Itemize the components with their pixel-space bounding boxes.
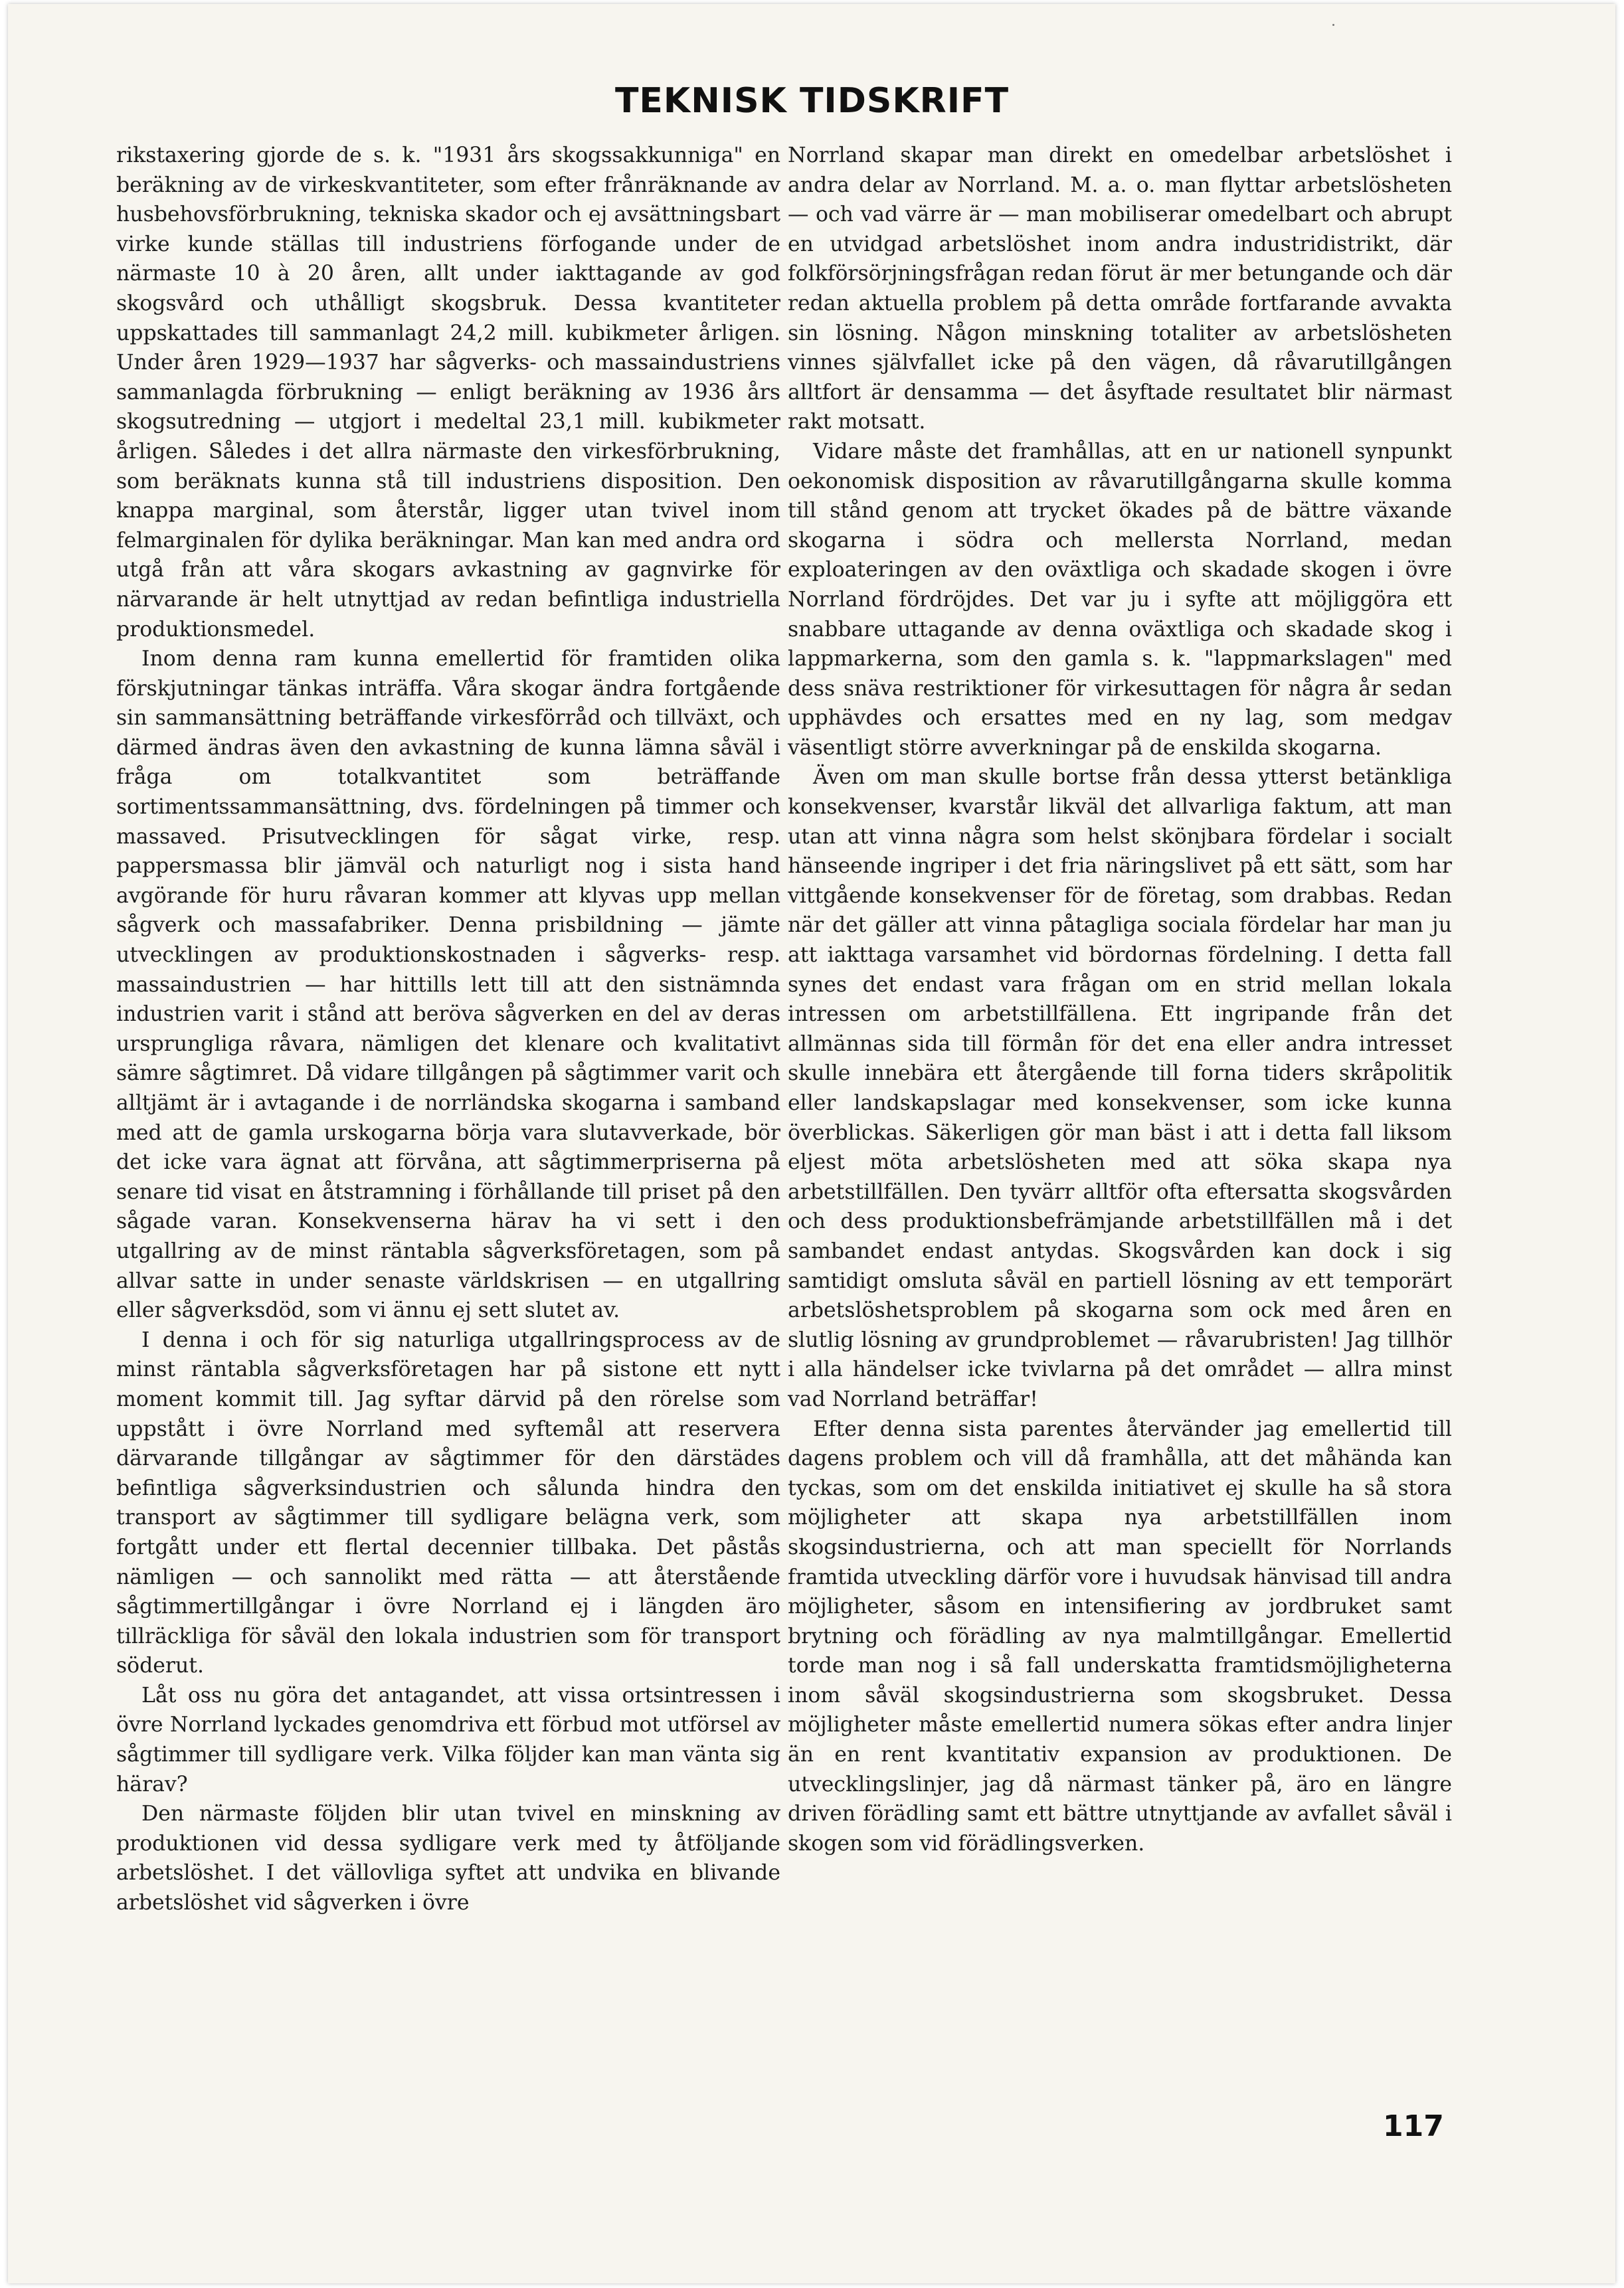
paragraph: Den närmaste följden blir utan tvivel en minskning av produktionen vid dessa sydligare verk med ty åtföljande arbetslöshet. I det vällovliga syftet att undvika en blivande arbetslöshet vid sågverken i övre — [116, 1802, 780, 1915]
paragraph: Även om man skulle bortse från dessa ytterst betänkliga konsekvenser, kvarstår likväl det allvarliga faktum, att man utan att vinna några som helst skönjbara fördelar i socialt hänseende ingriper i det fria näringslivet på ett sätt, som har vittgående konsekvenser för de företag, som drabbas. Redan när det gäller att vinna påtagliga sociala fördelar har man ju att iakttaga varsamhet vid bördornas fördelning. I detta fall synes det endast vara frågan om en strid mellan lokala intressen om arbetstillfällena. Ett ingripande från det allmännas sida till förmån för det ena eller andra intresset skulle innebära ett återgående till forna tiders skråpolitik eller landskapslagar med konsekvenser, som icke kunna överblickas. Säkerligen gör man bäst i att i detta fall liksom eljest möta arbetslösheten med att söka skapa nya arbetstillfällen. Den tyvärr alltför ofta eftersatta skogsvården och dess produktionsbefrämjande arbetstillfällen må i det sambandet endast antydas. Skogsvården kan dock i sig samtidigt omsluta såväl en partiell lösning av ett temporärt arbetslöshetsproblem på skogarna som ock med åren en slutlig lösning av grundproblemet — råvarubristen! Jag tillhör i alla händelser icke tvivlarna på det området — allra minst vad Norrland beträffar! — [788, 765, 1452, 1411]
paragraph: Efter denna sista parentes återvänder jag emellertid till dagens problem och vill då framhålla, att det måhända kan tyckas, som om det enskilda initiativet ej skulle ha så stora möjligheter att skapa nya arbetstillfällen inom skogsindustrierna, och att man speciellt för Norrlands framtida utveckling därför vore i huvudsak hänvisad till andra möjligheter, såsom en intensifiering av jordbruket samt brytning och förädling av nya malmtillgångar. Emellertid torde man nog i så fall underskatta framtidsmöjligheterna inom såväl skogsindustrierna som skogsbruket. Dessa möjligheter måste emellertid numera sökas efter andra linjer än en rent kvantitativ expansion av produktionen. De utvecklingslinjer, jag då närmast tänker på, äro en längre driven förädling samt ett bättre utnyttjande av avfallet såväl i skogen som vid förädlingsverken. — [788, 1417, 1452, 1856]
paragraph: Vidare måste det framhållas, att en ur nationell synpunkt oekonomisk disposition av råvarutillgångarna skulle komma till stånd genom att trycket ökades på de bättre växande skogarna i södra och mellersta Norrland, medan exploateringen av den oväxtliga och skadade skogen i övre Norrland fördröjdes. Det var ju i syfte att möjliggöra ett snabbare uttagande av denna oväxtliga och skadade skog i lappmarkerna, som den gamla s. k. "lappmarkslagen" med dess snäva restriktioner för virkesuttagen för några år sedan upphävdes och ersattes med en ny lag, som medgav väsentligt större avverkningar på de enskilda skogarna. — [788, 439, 1452, 760]
journal-title: TEKNISK TIDSKRIFT — [614, 81, 1010, 121]
left-column — [116, 141, 780, 1918]
paragraph: Norrland skapar man direkt en omedelbar arbetslöshet i andra delar av Norrland. M. a. o. man flyttar arbetslösheten — och vad värre är — man mobiliserar omedelbart och abrupt en utvidgad arbetslöshet inom andra industridistrikt, där folkförsörjningsfrågan redan förut är mer betungande och där redan aktuella problem på detta område fortfarande avvakta sin lösning. Någon minskning totaliter av arbetslösheten vinnes självfallet icke på den vägen, då råvarutillgången alltfort är densamma — det åsyftade resultatet blir närmast rakt motsatt. — [788, 143, 1452, 434]
paragraph: rikstaxering gjorde de s. k. "1931 års skogssakkunniga" en beräkning av de virkeskvantiteter, som efter frånräknande av husbehovsförbrukning, tekniska skador och ej avsättningsbart virke kunde ställas till industriens förfogande under de närmaste 10 à 20 åren, allt under iakttagande av god skogsvård och uthålligt skogsbruk. Dessa kvantiteter uppskattades till sammanlagt 24,2 mill. kubikmeter årligen. Under åren 1929—1937 har sågverks- och massaindustriens sammanlagda förbrukning — enligt beräkning av 1936 års skogsutredning — utgjort i medeltal 23,1 mill. kubikmeter årligen. Således i det allra närmaste den virkesförbrukning, som beräknats kunna stå till industriens disposition. Den knappa marginal, som återstår, ligger utan tvivel inom felmarginalen för dylika beräkningar. Man kan med andra ord utgå från att våra skogars avkastning av gagnvirke för närvarande är helt utnyttjad av redan befintliga industriella produktionsmedel. — [116, 143, 780, 642]
scan-speck — [1332, 24, 1334, 26]
paragraph: I denna i och för sig naturliga utgallringsprocess av de minst räntabla sågverksföretagen har på sistone ett nytt moment kommit till. Jag syftar därvid på den rörelse som uppstått i övre Norrland med syftemål att reservera därvarande tillgångar av sågtimmer för den därstädes befintliga sågverksindustrien och sålunda hindra den transport av sågtimmer till sydligare belägna verk, som fortgått under ett flertal decennier tillbaka. Det påstås nämligen — och sannolikt med rätta — att återstående sågtimmertillgångar i övre Norrland ej i längden äro tillräckliga för såväl den lokala industrien som för transport söderut. — [116, 1328, 780, 1678]
right-column — [788, 141, 1452, 1858]
paragraph: Låt oss nu göra det antagandet, att vissa ortsintressen i övre Norrland lyckades genomdriva ett förbud mot utförsel av sågtimmer till sydligare verk. Vilka följder kan man vänta sig härav? — [116, 1683, 780, 1797]
paragraph: Inom denna ram kunna emellertid för framtiden olika förskjutningar tänkas inträffa. Våra skogar ändra fortgående sin sammansättning beträffande virkesförråd och tillväxt, och därmed ändras även den avkastning de kunna lämna såväl i fråga om totalkvantitet som beträffande sortimentssammansättning, dvs. fördelningen på timmer och massaved. Prisutvecklingen för sågat virke, resp. pappersmassa blir jämväl och naturligt nog i sista hand avgörande för huru råvaran kommer att klyvas upp mellan sågverk och massafabriker. Denna prisbildning — jämte utvecklingen av produktionskostnaden i sågverks- resp. massaindustrien — har hittills lett till att den sistnämnda industrien varit i stånd att beröva sågverken en del av deras ursprungliga råvara, nämligen det klenare och kvalitativt sämre sågtimret. Då vidare tillgången på sågtimmer varit och alltjämt är i avtagande i de norrländska skogarna i samband med att de gamla urskogarna börja vara slutavverkade, bör det icke vara ägnat att förvåna, att sågtimmerpriserna på senare tid visat en åtstramning i förhållande till priset på den sågade varan. Konsekvenserna härav ha vi sett i den utgallring av de minst räntabla sågverksföretagen, som på allvar satte in under senaste världskrisen — en utgallring eller sågverksdöd, som vi ännu ej sett slutet av. — [116, 647, 780, 1323]
page-number: 117 — [1383, 2109, 1444, 2143]
